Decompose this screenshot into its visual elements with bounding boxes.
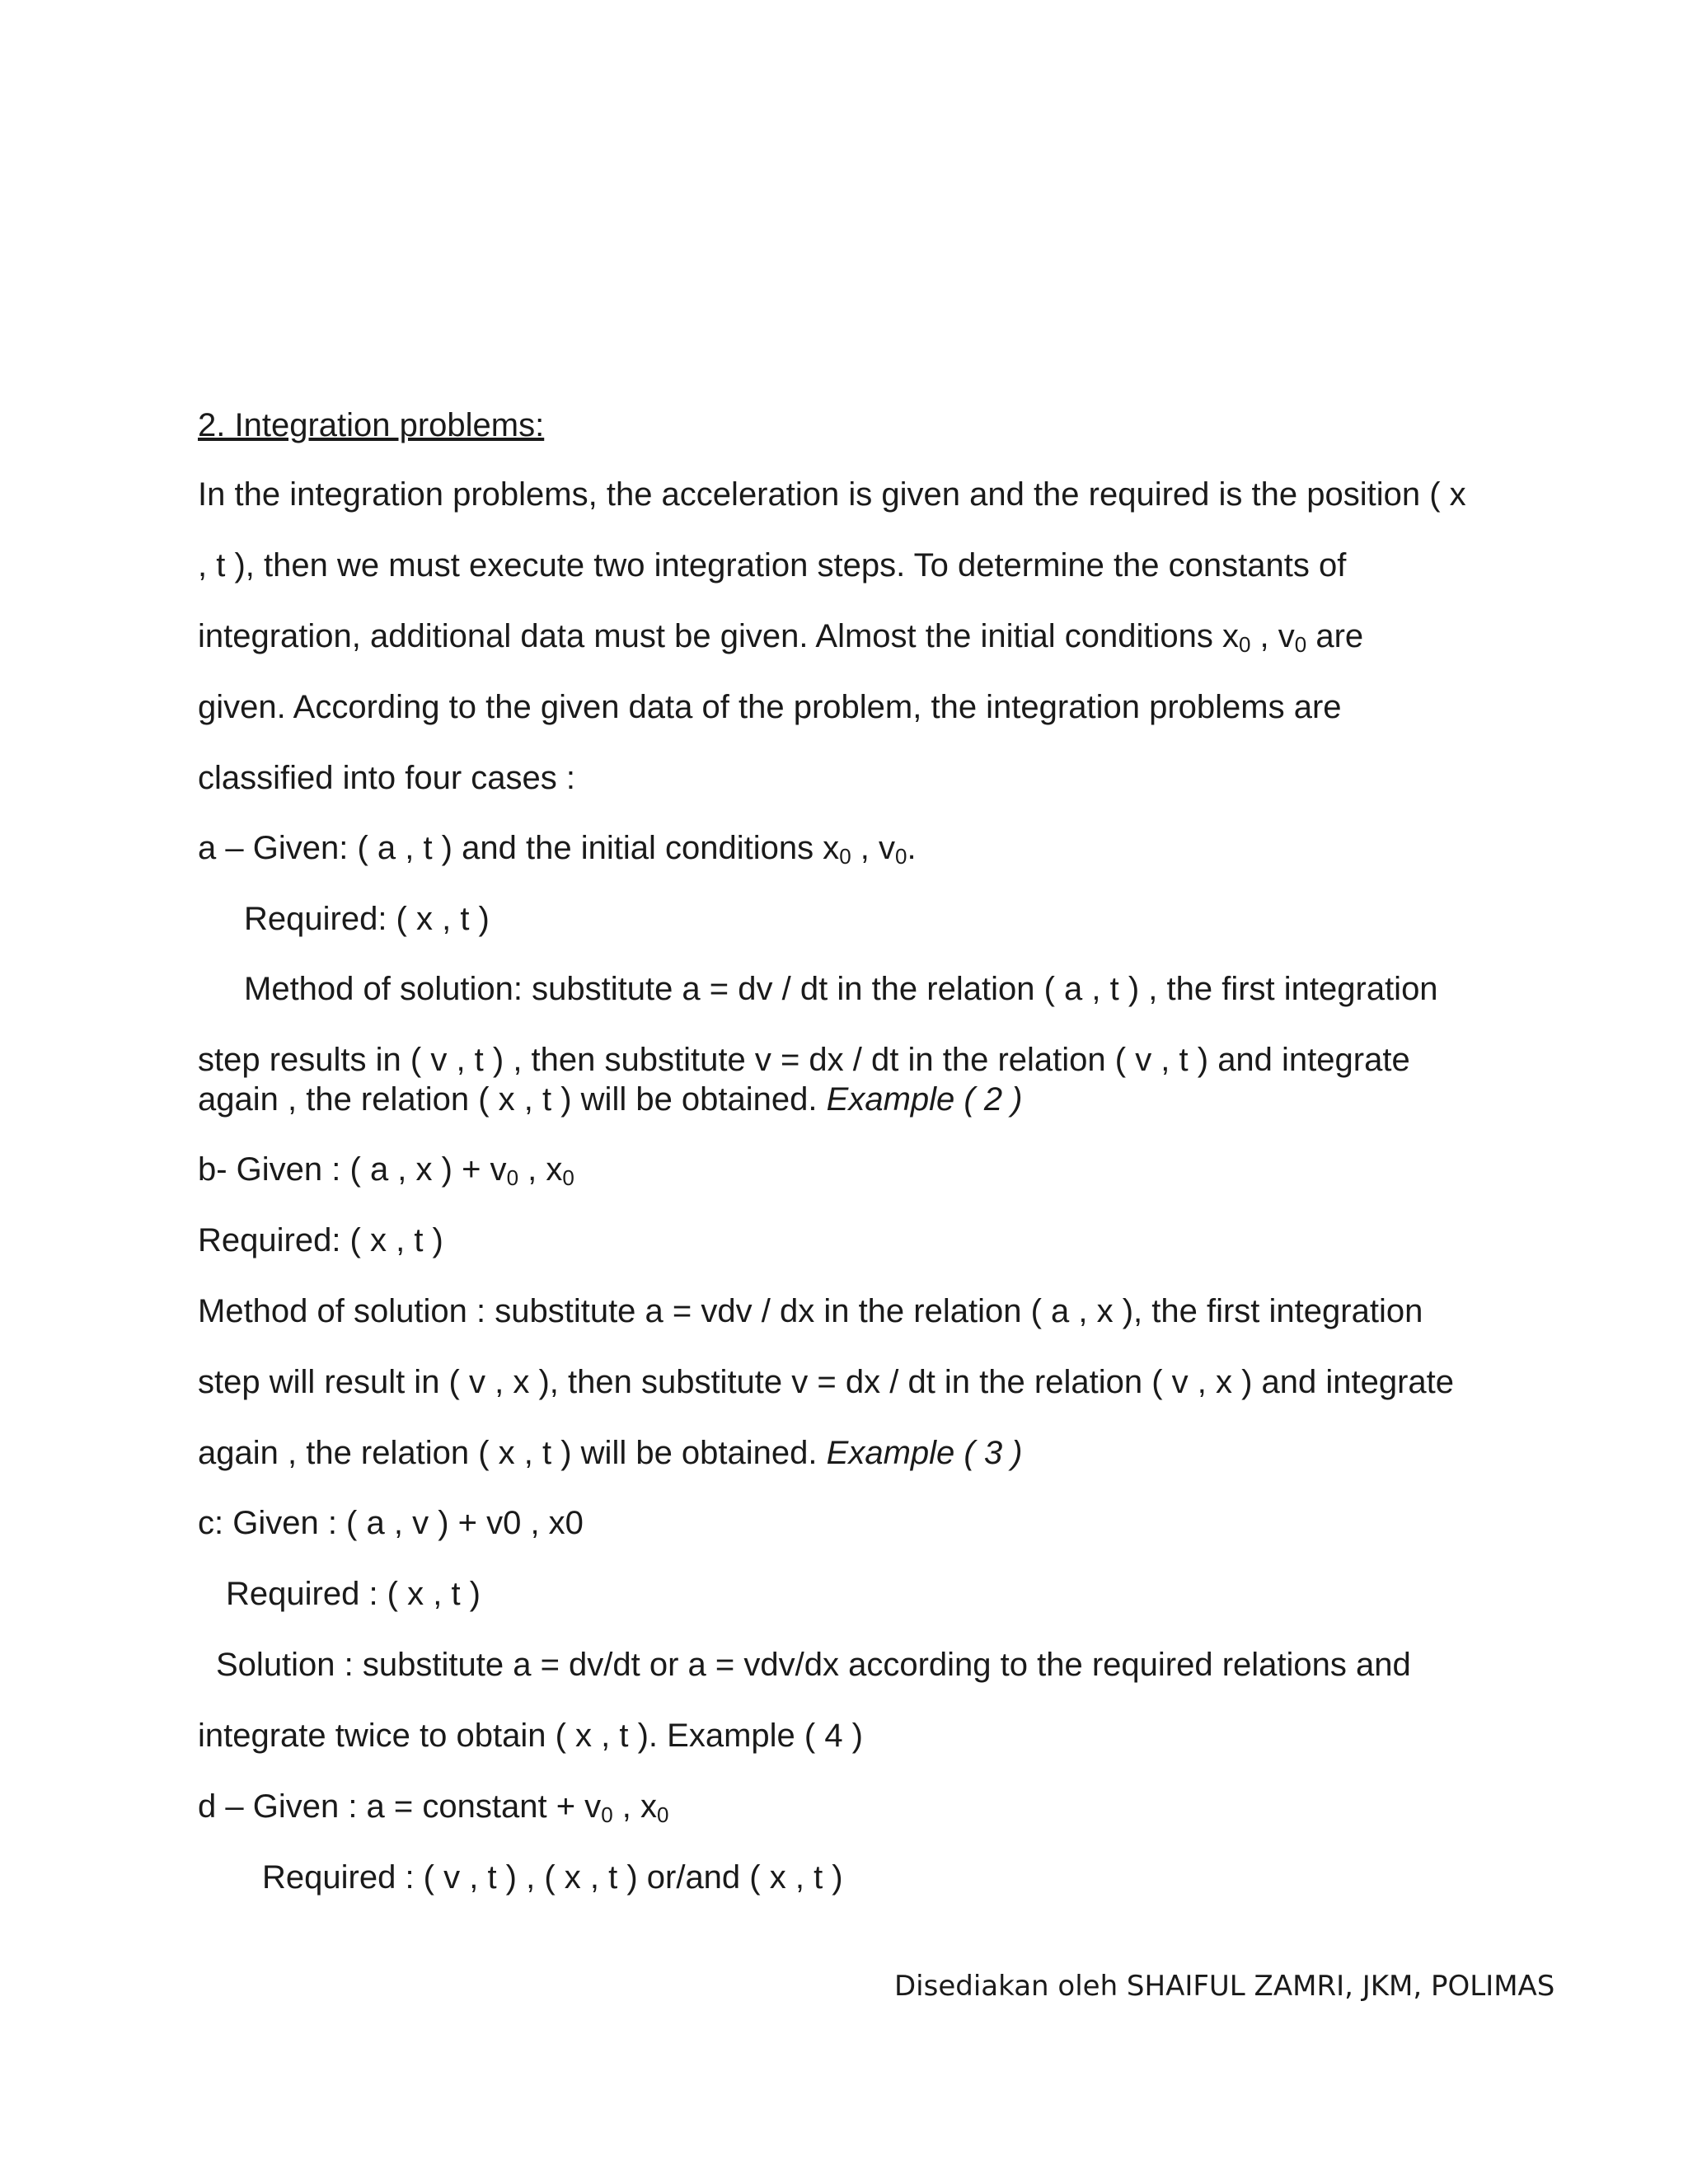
case-c-required: Required : ( x , t ) xyxy=(226,1576,481,1612)
case-d-given-mid: , x xyxy=(612,1788,657,1825)
case-a-given xyxy=(198,828,917,868)
intro-line-3-mid: , v xyxy=(1250,618,1295,654)
case-c-solution-line-1: Solution : substitute a = dv/dt or a = vdv/dx according to the required relations and xyxy=(216,1647,1411,1683)
case-a-given-end: . xyxy=(907,830,917,866)
case-a-example-ref: Example ( 2 ) xyxy=(826,1081,1023,1118)
case-a-method-line-3-text: again , the relation ( x , t ) will be obtained. xyxy=(198,1081,827,1118)
case-b-example-ref: Example ( 3 ) xyxy=(826,1435,1023,1471)
page-footer: Disediakan oleh SHAIFUL ZAMRI, JKM, POLIMAS xyxy=(894,1970,1555,2003)
case-c-solution-line-2: integrate twice to obtain ( x , t ). Example ( 4 ) xyxy=(198,1718,863,1754)
intro-line-2: , t ), then we must execute two integration steps. To determine the constants of xyxy=(198,547,1347,583)
case-d-given-start: d – Given : a = constant + v xyxy=(198,1788,602,1825)
case-a-method-line-1: Method of solution: substitute a = dv / dt in the relation ( a , t ) , the first integration xyxy=(244,971,1438,1007)
case-a-given-sub1: 0 xyxy=(839,844,851,869)
intro-line-3-sub1: 0 xyxy=(1238,632,1251,657)
case-a-given-start: a – Given: ( a , t ) and the initial conditions x xyxy=(198,830,840,866)
case-b-given-start: b- Given : ( a , x ) + v xyxy=(198,1151,507,1188)
case-d-required: Required : ( v , t ) , ( x , t ) or/and ( x , t ) xyxy=(262,1859,843,1896)
case-b-method-line-1: Method of solution : substitute a = vdv / dx in the relation ( a , x ), the first integration xyxy=(198,1293,1423,1329)
intro-line-3-end: are xyxy=(1306,618,1364,654)
intro-line-3-sub2: 0 xyxy=(1294,632,1307,657)
intro-line-3 xyxy=(198,616,1363,656)
case-a-given-mid: , v xyxy=(851,830,895,866)
intro-line-5: classified into four cases : xyxy=(198,760,575,796)
section-heading: 2. Integration problems: xyxy=(198,407,545,443)
intro-line-4: given. According to the given data of the problem, the integration problems are xyxy=(198,689,1342,725)
case-d-given xyxy=(198,1787,668,1826)
case-b-given-sub1: 0 xyxy=(506,1165,519,1190)
intro-line-3-start: integration, additional data must be given. Almost the initial conditions x xyxy=(198,618,1239,654)
case-b-method-line-3-text: again , the relation ( x , t ) will be obtained. xyxy=(198,1435,827,1471)
case-a-required: Required: ( x , t ) xyxy=(244,901,490,937)
case-b-given-mid: , x xyxy=(518,1151,563,1188)
intro-line-1: In the integration problems, the acceleration is given and the required is the position ( x xyxy=(198,476,1466,513)
case-b-method-line-3 xyxy=(198,1433,1023,1473)
case-d-given-sub1: 0 xyxy=(601,1802,613,1827)
case-a-given-sub2: 0 xyxy=(895,844,907,869)
case-c-given: c: Given : ( a , v ) + v0 , x0 xyxy=(198,1505,584,1541)
case-d-given-sub2: 0 xyxy=(657,1802,669,1827)
case-a-method-line-2: step results in ( v , t ) , then substitute v = dx / dt in the relation ( v , t ) and integrate xyxy=(198,1042,1410,1078)
case-b-method-line-2: step will result in ( v , x ), then substitute v = dx / dt in the relation ( v , x ) and integrate xyxy=(198,1364,1455,1400)
case-a-method-line-3 xyxy=(198,1080,1023,1119)
case-b-given xyxy=(198,1150,574,1189)
case-b-given-sub2: 0 xyxy=(562,1165,574,1190)
case-b-required: Required: ( x , t ) xyxy=(198,1222,443,1258)
